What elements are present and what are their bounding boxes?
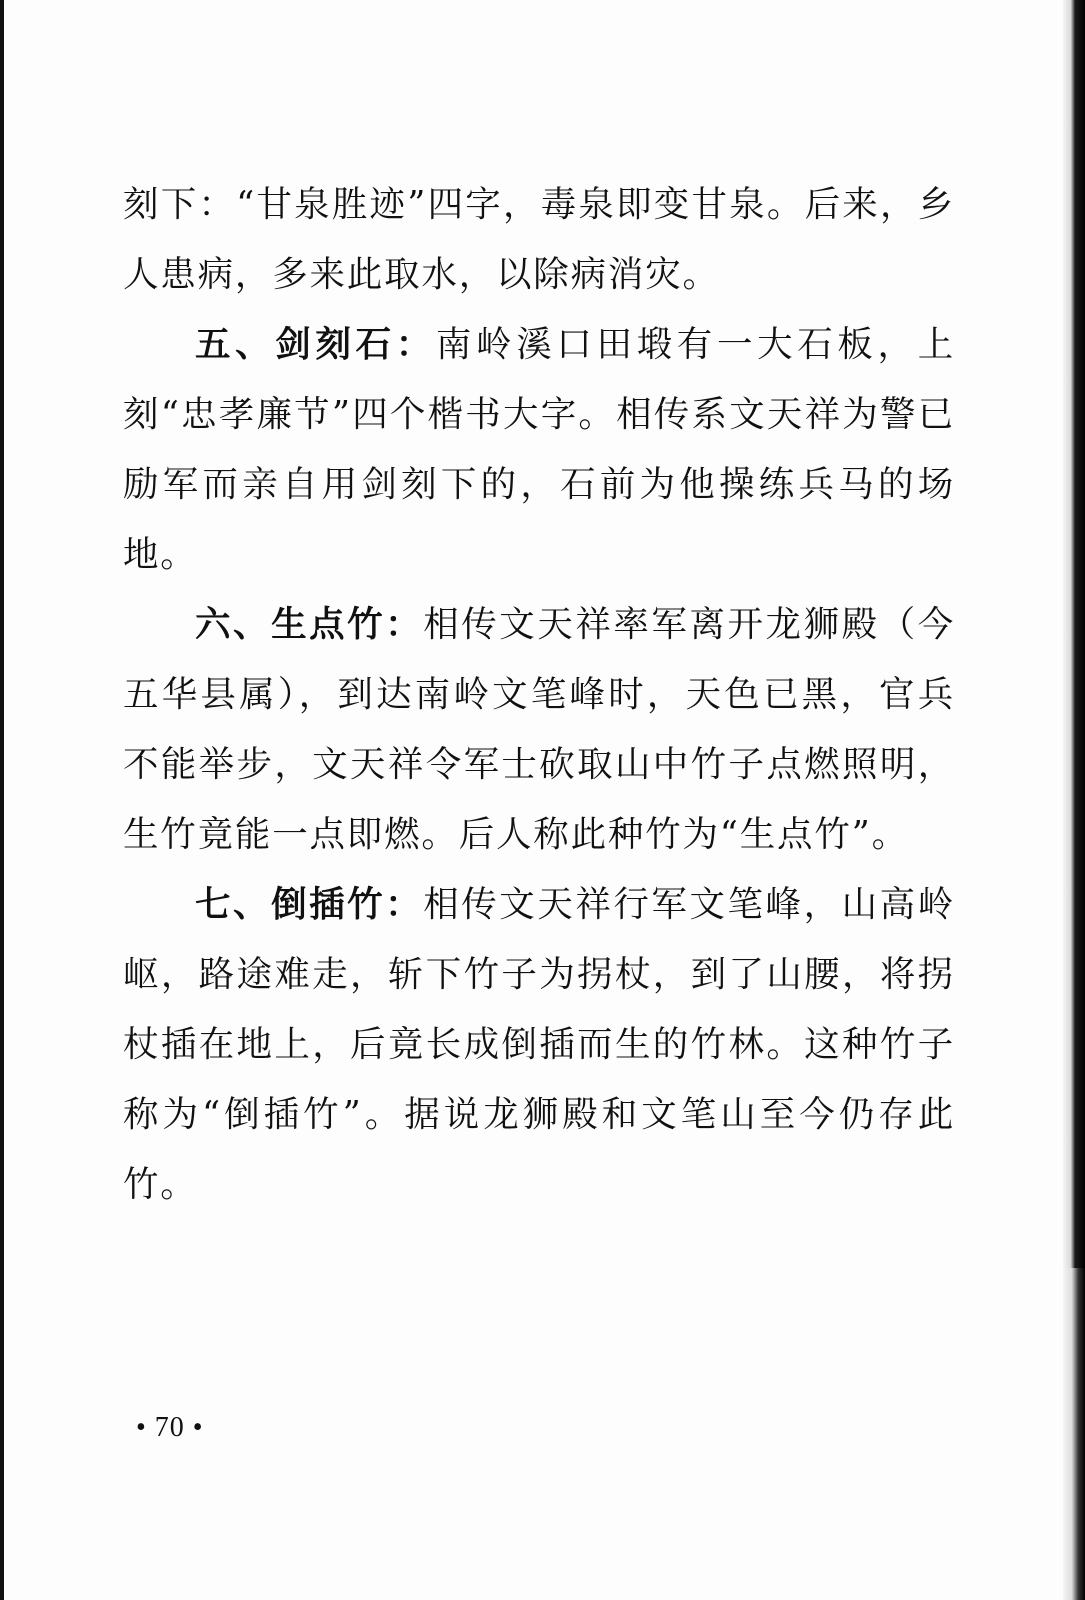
section-heading: 五、剑刻石：: [195, 324, 436, 365]
section-heading: 七、倒插竹：: [195, 884, 424, 925]
paragraph-jian-ke-shi: [123, 310, 955, 590]
paragraph-text: 刻下：“甘泉胜迹”四字，毒泉即变甘泉。后来，乡人患病，多来此取水，以除病消灾。: [123, 184, 955, 295]
paragraph-dao-cha-zhu: [123, 870, 955, 1220]
page-number: • 70 •: [136, 1412, 204, 1443]
section-heading: 六、生点竹：: [195, 604, 424, 645]
body-text: [123, 170, 955, 1220]
paragraph-sheng-dian-zhu: [123, 590, 955, 870]
paragraph-text: 南岭溪口田塅有一大石板，上刻“忠孝廉节”四个楷书大字。相传系文天祥为警已励军而亲自用剑刻下的，石前为他操练兵马的场地。: [123, 324, 955, 575]
scan-edge-right-lower: [1063, 1268, 1085, 1600]
paragraph-text: 相传文天祥行军文笔峰，山高岭岖，路途难走，斩下竹子为拐杖，到了山腰，将拐杖插在地上，后竟长成倒插而生的竹林。这种竹子称为“倒插竹”。据说龙狮殿和文笔山至今仍存此竹。: [123, 884, 955, 1205]
scan-edge-left: [0, 0, 4, 1600]
paragraph-continued: [123, 170, 955, 310]
paragraph-text: 相传文天祥率军离开龙狮殿（今五华县属），到达南岭文笔峰时，天色已黑，官兵不能举步，文天祥令军士砍取山中竹子点燃照明，生竹竟能一点即燃。后人称此种竹为“生点竹”。: [123, 604, 955, 855]
